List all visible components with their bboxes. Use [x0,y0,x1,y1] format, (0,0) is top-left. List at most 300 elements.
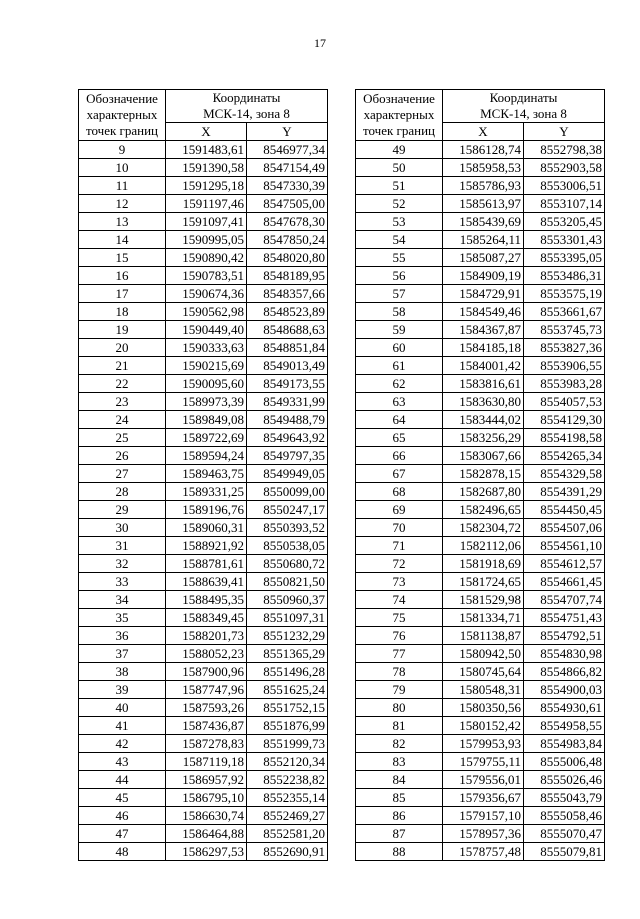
table-row [356,303,605,321]
table-row [79,303,328,321]
point-number-cell: 53 [356,213,443,231]
y-coordinate-cell: 8549488,79 [247,411,328,429]
table-row [356,339,605,357]
point-number-cell: 74 [356,591,443,609]
table-row [356,627,605,645]
y-coordinate-cell: 8554707,74 [524,591,605,609]
table-row [79,519,328,537]
x-coordinate-cell: 1586297,53 [166,843,247,861]
point-number-cell: 67 [356,465,443,483]
x-coordinate-cell: 1584909,19 [443,267,524,285]
table-row [356,321,605,339]
x-coordinate-cell: 1585087,27 [443,249,524,267]
y-coordinate-cell: 8553745,73 [524,321,605,339]
point-number-cell: 72 [356,555,443,573]
point-number-cell: 84 [356,771,443,789]
x-coordinate-cell: 1579556,01 [443,771,524,789]
y-coordinate-cell: 8554265,34 [524,447,605,465]
point-number-cell: 78 [356,663,443,681]
x-coordinate-cell: 1582304,72 [443,519,524,537]
point-number-cell: 21 [79,357,166,375]
point-number-cell: 39 [79,681,166,699]
table-row [79,699,328,717]
table-row [356,609,605,627]
y-coordinate-cell: 8551999,73 [247,735,328,753]
y-coordinate-cell: 8547505,00 [247,195,328,213]
x-coordinate-cell: 1590095,60 [166,375,247,393]
table-row [79,555,328,573]
y-coordinate-cell: 8555043,79 [524,789,605,807]
x-coordinate-cell: 1590215,69 [166,357,247,375]
table-row [356,195,605,213]
y-coordinate-cell: 8553906,55 [524,357,605,375]
y-coordinate-cell: 8547850,24 [247,231,328,249]
point-number-cell: 83 [356,753,443,771]
y-coordinate-cell: 8548020,80 [247,249,328,267]
table-row [79,501,328,519]
x-coordinate-cell: 1589722,69 [166,429,247,447]
point-number-cell: 43 [79,753,166,771]
point-number-cell: 57 [356,285,443,303]
point-number-cell: 61 [356,357,443,375]
y-coordinate-cell: 8552903,58 [524,159,605,177]
point-number-cell: 19 [79,321,166,339]
table-row [356,411,605,429]
table-row [79,807,328,825]
x-coordinate-cell: 1585439,69 [443,213,524,231]
y-coordinate-cell: 8554129,30 [524,411,605,429]
point-label-header [79,90,166,141]
table-row [79,735,328,753]
table-row [79,141,328,159]
coords-title-header [443,90,605,123]
y-coordinate-cell: 8549173,55 [247,375,328,393]
y-coordinate-cell: 8549331,99 [247,393,328,411]
point-number-cell: 29 [79,501,166,519]
point-number-cell: 54 [356,231,443,249]
y-coordinate-cell: 8550099,00 [247,483,328,501]
y-coordinate-cell: 8554792,51 [524,627,605,645]
y-coordinate-cell: 8546977,34 [247,141,328,159]
x-coordinate-cell: 1589196,76 [166,501,247,519]
x-coordinate-cell: 1579157,10 [443,807,524,825]
point-number-cell: 18 [79,303,166,321]
point-number-cell: 46 [79,807,166,825]
point-number-cell: 23 [79,393,166,411]
table-row [79,285,328,303]
x-coordinate-cell: 1591390,58 [166,159,247,177]
point-number-cell: 73 [356,573,443,591]
table-row [79,753,328,771]
table-row [356,249,605,267]
x-coordinate-cell: 1588495,35 [166,591,247,609]
table-row [356,141,605,159]
point-number-cell: 82 [356,735,443,753]
y-coordinate-cell: 8554830,98 [524,645,605,663]
table-row [356,699,605,717]
point-number-cell: 24 [79,411,166,429]
point-number-cell: 30 [79,519,166,537]
point-number-cell: 58 [356,303,443,321]
y-coordinate-cell: 8551496,28 [247,663,328,681]
point-number-cell: 35 [79,609,166,627]
x-coordinate-cell: 1581724,65 [443,573,524,591]
x-coordinate-cell: 1581138,87 [443,627,524,645]
x-coordinate-cell: 1580152,42 [443,717,524,735]
table-row [79,339,328,357]
x-coordinate-cell: 1583444,02 [443,411,524,429]
y-coordinate-cell: 8554900,03 [524,681,605,699]
x-coordinate-cell: 1584185,18 [443,339,524,357]
table-row [79,483,328,501]
x-header: X [166,123,247,141]
x-coordinate-cell: 1591197,46 [166,195,247,213]
y-coordinate-cell: 8555070,47 [524,825,605,843]
y-coordinate-cell: 8553983,28 [524,375,605,393]
table-row [79,249,328,267]
table-row [356,393,605,411]
x-coordinate-cell: 1590333,63 [166,339,247,357]
point-number-cell: 32 [79,555,166,573]
x-coordinate-cell: 1579755,11 [443,753,524,771]
y-coordinate-cell: 8551232,29 [247,627,328,645]
x-coordinate-cell: 1582878,15 [443,465,524,483]
point-number-cell: 13 [79,213,166,231]
x-coordinate-cell: 1590890,42 [166,249,247,267]
y-coordinate-cell: 8554612,57 [524,555,605,573]
table-row [79,195,328,213]
point-number-cell: 79 [356,681,443,699]
y-coordinate-cell: 8552581,20 [247,825,328,843]
point-number-cell: 27 [79,465,166,483]
table-row [356,285,605,303]
x-coordinate-cell: 1585613,97 [443,195,524,213]
y-coordinate-cell: 8550680,72 [247,555,328,573]
y-coordinate-cell: 8554057,53 [524,393,605,411]
point-label-line: Обозначение [363,91,435,106]
point-number-cell: 37 [79,645,166,663]
x-coordinate-cell: 1585264,11 [443,231,524,249]
x-coordinate-cell: 1579356,67 [443,789,524,807]
x-coordinate-cell: 1586795,10 [166,789,247,807]
x-coordinate-cell: 1588781,61 [166,555,247,573]
y-coordinate-cell: 8555058,46 [524,807,605,825]
x-coordinate-cell: 1583067,66 [443,447,524,465]
y-coordinate-cell: 8554866,82 [524,663,605,681]
y-coordinate-cell: 8549949,05 [247,465,328,483]
x-coordinate-cell: 1587900,96 [166,663,247,681]
y-coordinate-cell: 8549643,92 [247,429,328,447]
y-coordinate-cell: 8553395,05 [524,249,605,267]
point-number-cell: 50 [356,159,443,177]
table-row [79,609,328,627]
point-number-cell: 70 [356,519,443,537]
x-coordinate-cell: 1580745,64 [443,663,524,681]
point-number-cell: 47 [79,825,166,843]
table-row [356,375,605,393]
coords-title-line: МСК-14, зона 8 [203,106,290,121]
y-coordinate-cell: 8548357,66 [247,285,328,303]
y-coordinate-cell: 8550821,50 [247,573,328,591]
point-number-cell: 85 [356,789,443,807]
y-coordinate-cell: 8548189,95 [247,267,328,285]
y-coordinate-cell: 8551365,29 [247,645,328,663]
point-number-cell: 26 [79,447,166,465]
x-coordinate-cell: 1581529,98 [443,591,524,609]
y-coordinate-cell: 8554391,29 [524,483,605,501]
x-coordinate-cell: 1587436,87 [166,717,247,735]
table-row [79,843,328,861]
point-number-cell: 31 [79,537,166,555]
coords-title-line: МСК-14, зона 8 [480,106,567,121]
table-row [79,375,328,393]
y-coordinate-cell: 8548688,63 [247,321,328,339]
point-number-cell: 69 [356,501,443,519]
table-row [356,645,605,663]
point-number-cell: 15 [79,249,166,267]
table-row [79,159,328,177]
x-header: X [443,123,524,141]
point-number-cell: 41 [79,717,166,735]
x-coordinate-cell: 1587747,96 [166,681,247,699]
point-number-cell: 33 [79,573,166,591]
table-row [356,825,605,843]
x-coordinate-cell: 1584367,87 [443,321,524,339]
table-row [356,213,605,231]
point-number-cell: 55 [356,249,443,267]
x-coordinate-cell: 1582112,06 [443,537,524,555]
y-coordinate-cell: 8547330,39 [247,177,328,195]
y-coordinate-cell: 8551752,15 [247,699,328,717]
x-coordinate-cell: 1588201,73 [166,627,247,645]
table-row [79,177,328,195]
y-coordinate-cell: 8551097,31 [247,609,328,627]
x-coordinate-cell: 1589973,39 [166,393,247,411]
point-number-cell: 44 [79,771,166,789]
x-coordinate-cell: 1588921,92 [166,537,247,555]
x-coordinate-cell: 1582496,65 [443,501,524,519]
point-number-cell: 25 [79,429,166,447]
x-coordinate-cell: 1587119,18 [166,753,247,771]
point-number-cell: 60 [356,339,443,357]
y-coordinate-cell: 8554450,45 [524,501,605,519]
table-row [356,177,605,195]
x-coordinate-cell: 1590562,98 [166,303,247,321]
table-row [79,321,328,339]
x-coordinate-cell: 1582687,80 [443,483,524,501]
point-label-line: точек границ [85,123,159,138]
point-number-cell: 77 [356,645,443,663]
page-number: 17 [314,36,326,50]
y-coordinate-cell: 8555026,46 [524,771,605,789]
y-coordinate-cell: 8552120,34 [247,753,328,771]
x-coordinate-cell: 1589849,08 [166,411,247,429]
point-number-cell: 66 [356,447,443,465]
x-coordinate-cell: 1580942,50 [443,645,524,663]
point-number-cell: 51 [356,177,443,195]
x-coordinate-cell: 1585786,93 [443,177,524,195]
table-row [356,465,605,483]
table-row [356,753,605,771]
x-coordinate-cell: 1584729,91 [443,285,524,303]
y-coordinate-cell: 8554751,43 [524,609,605,627]
point-number-cell: 81 [356,717,443,735]
table-row [79,357,328,375]
x-coordinate-cell: 1586630,74 [166,807,247,825]
x-coordinate-cell: 1580350,56 [443,699,524,717]
coordinates-table-left [78,89,328,861]
table-row [79,573,328,591]
table-row [79,771,328,789]
y-coordinate-cell: 8548851,84 [247,339,328,357]
y-coordinate-cell: 8554198,58 [524,429,605,447]
x-coordinate-cell: 1591483,61 [166,141,247,159]
point-number-cell: 56 [356,267,443,285]
x-coordinate-cell: 1590783,51 [166,267,247,285]
x-coordinate-cell: 1585958,53 [443,159,524,177]
table-row [356,663,605,681]
x-coordinate-cell: 1588052,23 [166,645,247,663]
coords-title-header [166,90,328,123]
table-row [79,267,328,285]
table-row [79,645,328,663]
y-coordinate-cell: 8547154,49 [247,159,328,177]
point-label-line: характерных [363,107,435,122]
point-number-cell: 20 [79,339,166,357]
y-coordinate-cell: 8554507,06 [524,519,605,537]
x-coordinate-cell: 1586957,92 [166,771,247,789]
x-coordinate-cell: 1586128,74 [443,141,524,159]
x-coordinate-cell: 1578957,36 [443,825,524,843]
x-coordinate-cell: 1581918,69 [443,555,524,573]
point-number-cell: 80 [356,699,443,717]
table-row [79,465,328,483]
table-row [356,429,605,447]
table-row [356,555,605,573]
y-coordinate-cell: 8549797,35 [247,447,328,465]
table-body [356,141,605,861]
x-coordinate-cell: 1590674,36 [166,285,247,303]
x-coordinate-cell: 1580548,31 [443,681,524,699]
y-coordinate-cell: 8553301,43 [524,231,605,249]
x-coordinate-cell: 1581334,71 [443,609,524,627]
x-coordinate-cell: 1589594,24 [166,447,247,465]
y-coordinate-cell: 8549013,49 [247,357,328,375]
point-number-cell: 59 [356,321,443,339]
table-row [79,663,328,681]
point-number-cell: 86 [356,807,443,825]
y-coordinate-cell: 8554661,45 [524,573,605,591]
y-coordinate-cell: 8552798,38 [524,141,605,159]
x-coordinate-cell: 1589060,31 [166,519,247,537]
x-coordinate-cell: 1583630,80 [443,393,524,411]
point-label-header [356,90,443,141]
point-label-line: Обозначение [86,91,158,106]
y-coordinate-cell: 8552355,14 [247,789,328,807]
y-coordinate-cell: 8553107,14 [524,195,605,213]
point-number-cell: 14 [79,231,166,249]
point-number-cell: 40 [79,699,166,717]
x-coordinate-cell: 1583816,61 [443,375,524,393]
point-number-cell: 10 [79,159,166,177]
table-row [79,231,328,249]
x-coordinate-cell: 1589463,75 [166,465,247,483]
point-number-cell: 62 [356,375,443,393]
point-number-cell: 65 [356,429,443,447]
y-header: Y [524,123,605,141]
y-coordinate-cell: 8553205,45 [524,213,605,231]
point-number-cell: 64 [356,411,443,429]
y-coordinate-cell: 8550247,17 [247,501,328,519]
x-coordinate-cell: 1588639,41 [166,573,247,591]
coords-title-line: Координаты [489,90,558,105]
y-coordinate-cell: 8553006,51 [524,177,605,195]
y-coordinate-cell: 8551625,24 [247,681,328,699]
y-coordinate-cell: 8553661,67 [524,303,605,321]
table-row [356,483,605,501]
point-number-cell: 42 [79,735,166,753]
x-coordinate-cell: 1588349,45 [166,609,247,627]
y-coordinate-cell: 8552690,91 [247,843,328,861]
x-coordinate-cell: 1584549,46 [443,303,524,321]
x-coordinate-cell: 1590995,05 [166,231,247,249]
x-coordinate-cell: 1587593,26 [166,699,247,717]
point-number-cell: 49 [356,141,443,159]
table-row [79,717,328,735]
x-coordinate-cell: 1584001,42 [443,357,524,375]
x-coordinate-cell: 1591097,41 [166,213,247,231]
table-row [79,681,328,699]
table-row [356,807,605,825]
point-label-line: характерных [86,107,158,122]
table-row [79,393,328,411]
table-row [79,447,328,465]
y-coordinate-cell: 8552238,82 [247,771,328,789]
point-number-cell: 38 [79,663,166,681]
x-coordinate-cell: 1578757,48 [443,843,524,861]
table-row [356,771,605,789]
coordinates-table-right [355,89,605,861]
y-coordinate-cell: 8550538,05 [247,537,328,555]
table-row [79,213,328,231]
table-row [356,789,605,807]
x-coordinate-cell: 1587278,83 [166,735,247,753]
table-row [356,519,605,537]
y-coordinate-cell: 8548523,89 [247,303,328,321]
y-coordinate-cell: 8554561,10 [524,537,605,555]
coords-title-line: Координаты [212,90,281,105]
table-row [356,573,605,591]
table-row [79,627,328,645]
point-number-cell: 76 [356,627,443,645]
y-coordinate-cell: 8553575,19 [524,285,605,303]
point-number-cell: 9 [79,141,166,159]
point-number-cell: 68 [356,483,443,501]
y-header: Y [247,123,328,141]
y-coordinate-cell: 8554983,84 [524,735,605,753]
table-row [356,501,605,519]
y-coordinate-cell: 8547678,30 [247,213,328,231]
y-coordinate-cell: 8552469,27 [247,807,328,825]
point-number-cell: 17 [79,285,166,303]
table-row [356,591,605,609]
y-coordinate-cell: 8550393,52 [247,519,328,537]
point-number-cell: 52 [356,195,443,213]
y-coordinate-cell: 8551876,99 [247,717,328,735]
point-number-cell: 88 [356,843,443,861]
y-coordinate-cell: 8554329,58 [524,465,605,483]
table-row [356,681,605,699]
